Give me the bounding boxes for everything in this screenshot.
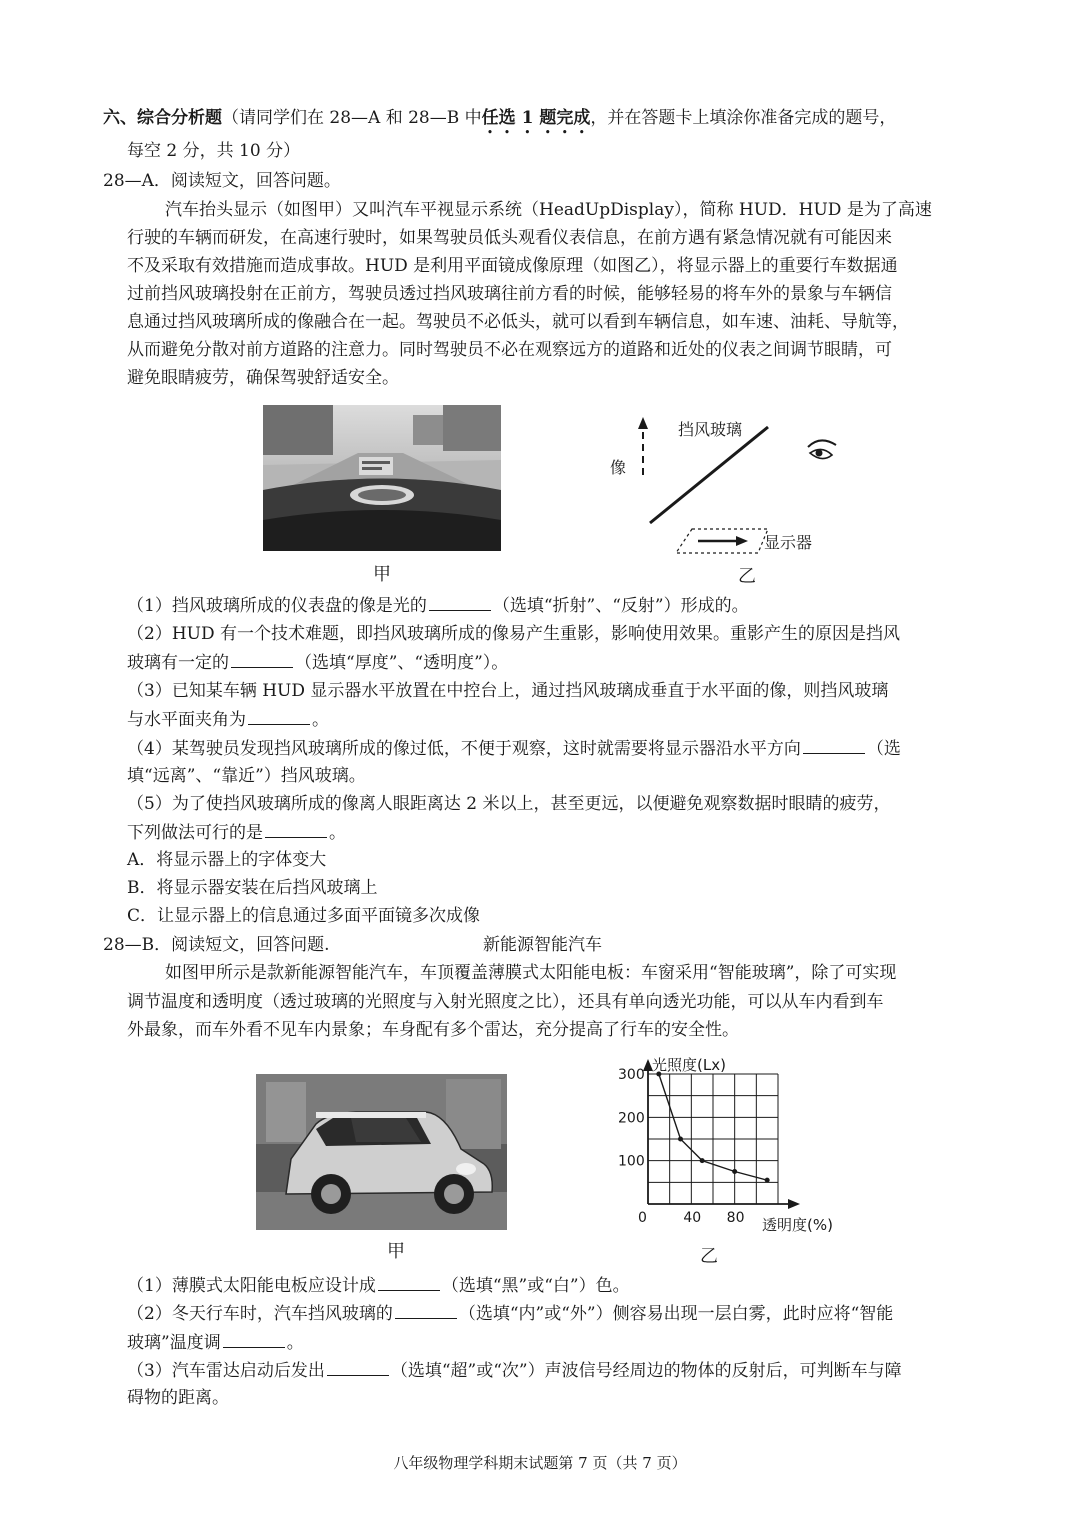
data-point	[678, 1137, 683, 1142]
fig-jia-caption: 甲	[373, 564, 391, 585]
question-text: （4）某驾驶员发现挡风玻璃所成的像过低，不便于观察，这时就需要将显示器沿水平方向	[127, 739, 801, 759]
windshield-line	[650, 427, 768, 523]
label-image: 像	[610, 458, 627, 477]
page-footer: 八年级物理学科期末试题第 7 页（共 7 页）	[393, 1454, 687, 1472]
data-point	[732, 1169, 737, 1174]
q28b-item-2	[127, 1302, 893, 1325]
q28a-item-3: （3）已知某车辆 HUD 显示器水平放置在中控台上，通过挡风玻璃成垂直于水平面的像，则挡风玻璃	[127, 681, 889, 701]
q28a-passage-line: 息通过挡风玻璃所成的像融合在一起。驾驶员不必低头，就可以看到车辆信息，如车速、油耗、导航等，	[127, 312, 909, 332]
fig-jia-caption-b: 甲	[387, 1241, 405, 1262]
question-text: 玻璃有一定的	[127, 653, 229, 673]
question-text: （选	[866, 739, 901, 759]
question-text: （1）挡风玻璃所成的仪表盘的像是光的	[127, 596, 427, 616]
answer-blank[interactable]	[378, 1274, 440, 1291]
question-text: 下列做法可行的是	[127, 823, 263, 843]
hud-dashboard-photo	[263, 405, 501, 551]
label-display: 显示器	[764, 533, 813, 552]
section-emphasis: 任选 1 题完成	[481, 108, 591, 128]
option-a[interactable]: A．将显示器上的字体变大	[127, 850, 327, 870]
q28b-item-3-cont: 碍物的距离。	[127, 1388, 229, 1408]
q28a-passage-line: 汽车抬头显示（如图甲）又叫汽车平视显示系统（HeadUpDisplay），简称 HUD．HUD 是为了高速	[165, 200, 932, 220]
q28b-passage-line: 调节温度和透明度（透过玻璃的光照度与入射光照度之比），还具有单向透光功能，可以从车内看到车	[127, 992, 884, 1012]
question-text: 玻璃”温度调	[127, 1333, 221, 1353]
origin-tick: 0	[638, 1210, 647, 1226]
q28b-item-3	[127, 1359, 902, 1382]
question-text: （3）汽车雷达启动后发出	[127, 1361, 325, 1381]
fig-yi-caption: 乙	[738, 566, 756, 587]
question-text: （选填“折射”、“反射”）形成的。	[492, 596, 749, 616]
x-tick-label: 80	[726, 1210, 745, 1226]
illuminance-chart	[600, 1050, 860, 1250]
q28a-passage-line: 行驶的车辆而研发，在高速行驶时，如果驾驶员低头观看仪表信息，在前方遇有紧急情况就有可能因来	[127, 228, 892, 248]
option-c[interactable]: C．让显示器上的信息通过多面平面镜多次成像	[127, 906, 481, 926]
answer-blank[interactable]	[223, 1331, 285, 1348]
q28b-item-1	[127, 1274, 630, 1297]
y-tick-label: 200	[618, 1110, 645, 1127]
q28a-passage-line: 过前挡风玻璃投射在正前方，驾驶员透过挡风玻璃往前方看的时候，能够轻易的将车外的景象与车辆信	[127, 284, 892, 304]
section-title: 六、综合分析题	[103, 108, 222, 128]
q28a-item-4-cont: 填“远离”、“靠近”）挡风玻璃。	[127, 766, 366, 786]
x-tick-label: 40	[683, 1210, 702, 1226]
answer-blank[interactable]	[429, 594, 491, 611]
q28a-passage-line: 从而避免分散对前方道路的注意力。同时驾驶员不必在观察远方的道路和近处的仪表之间调节眼睛，可	[127, 340, 892, 360]
section-heading	[103, 107, 896, 138]
q28b-passage-line: 外最象，而车外看不见车内景象；车身配有多个雷达，充分提高了行车的安全性。	[127, 1020, 739, 1040]
q28a-item-4	[127, 737, 901, 760]
question-text: （1）薄膜式太阳能电板应设计成	[127, 1276, 376, 1296]
q28b-passage-line: 如图甲所示是款新能源智能汽车，车顶覆盖薄膜式太阳能电板：车窗采用“智能玻璃”，除了可实现	[165, 963, 897, 983]
q28b-header: 28—B．阅读短文，回答问题.	[103, 935, 330, 955]
q28b-item-2-cont	[127, 1331, 304, 1354]
q28a-passage-line: 避免眼睛疲劳，确保驾驶舒适安全。	[127, 368, 399, 388]
x-axis-label: 透明度(%)	[762, 1216, 833, 1234]
question-text: 。	[312, 710, 329, 730]
q28a-item-5-cont	[127, 821, 346, 844]
question-text: （选填“超”或“次”）声波信号经周边的物体的反射后，可判断车与障	[390, 1361, 902, 1381]
question-text: （选填“黑”或“白”）色。	[441, 1276, 630, 1296]
answer-blank[interactable]	[265, 821, 327, 838]
answer-blank[interactable]	[231, 651, 293, 668]
hud-principle-diagram	[600, 405, 860, 555]
data-point	[700, 1158, 705, 1163]
question-text: （2）冬天行车时，汽车挡风玻璃的	[127, 1304, 393, 1324]
question-text: 与水平面夹角为	[127, 710, 246, 730]
answer-blank[interactable]	[248, 708, 310, 725]
answer-blank[interactable]	[803, 737, 865, 754]
fig-yi-caption-b: 乙	[700, 1246, 718, 1267]
question-text: （选填“厚度”、“透明度”）。	[295, 653, 509, 673]
q28a-item-5: （5）为了使挡风玻璃所成的像离人眼距离达 2 米以上，甚至更远，以便避免观察数据时眼睛的疲劳，	[127, 794, 891, 814]
question-text: （选填“内”或“外”）侧容易出现一层白雾，此时应将“智能	[458, 1304, 894, 1324]
eye-icon	[808, 440, 836, 458]
option-b[interactable]: B．将显示器安装在后挡风玻璃上	[127, 878, 378, 898]
answer-blank[interactable]	[395, 1302, 457, 1319]
question-text: 。	[286, 1333, 304, 1353]
q28a-item-3-cont	[127, 708, 329, 731]
q28a-header: 28—A．阅读短文，回答问题。	[103, 171, 341, 191]
section-scoring: 每空 2 分，共 10 分）	[127, 141, 301, 161]
smart-car-photo	[256, 1074, 507, 1230]
section-instruction: （请同学们在 28—A 和 28—B 中	[222, 108, 482, 128]
q28a-item-1	[127, 594, 749, 617]
question-text: 。	[329, 823, 346, 843]
q28a-item-2-cont	[127, 651, 508, 674]
answer-blank[interactable]	[327, 1359, 389, 1376]
q28a-item-2: （2）HUD 有一个技术难题，即挡风玻璃所成的像易产生重影，影响使用效果。重影产生的原因是挡风	[127, 624, 900, 644]
q28b-title: 新能源智能汽车	[483, 935, 602, 955]
label-glass: 挡风玻璃	[678, 420, 743, 439]
q28a-passage-line: 不及采取有效措施而造成事故。HUD 是利用平面镜成像原理（如图乙），将显示器上的重要行车数据通	[127, 256, 898, 276]
section-instruction-tail: ，并在答题卡上填涂你准备完成的题号，	[590, 108, 897, 128]
y-tick-label: 100	[618, 1153, 645, 1170]
y-axis-label: 光照度(Lx)	[652, 1056, 726, 1074]
data-point	[765, 1178, 770, 1183]
y-tick-label: 300	[618, 1067, 645, 1083]
